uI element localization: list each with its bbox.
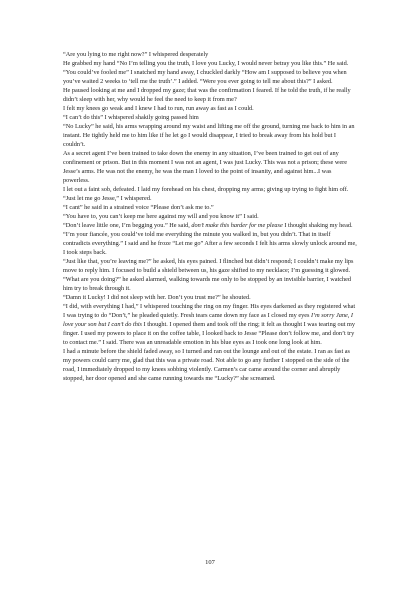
paragraph-text: “You could’ve fooled me” I snatched my hand away, I chuckled darkly “How am I supposed to believe you when you’ve waited 2 weeks to ‘tell me the truth’.” I added. “Were you ever going to tell me about this?” I asked.: [63, 69, 347, 85]
paragraph: [63, 293, 357, 302]
paragraph-text: As a secret agent I’ve been trained to take down the enemy in any situation, I’ve been trained to get out of any confinement or prison. But in this moment I was not an agent, I was just Lucky. This was not a prison; these were Jesse’s arms. He was not the enemy, he was the man I loved to the point of insanity, and against him...I was powerless.: [63, 150, 347, 184]
paragraph-text: “I can’t do this” I whispered shakily going passed him: [63, 114, 199, 121]
paragraph-text: “Damn it Lucky! I did not sleep with her. Don’t you trust me?” he shouted.: [63, 294, 251, 301]
paragraph-text: “No Lucky” he said, his arms wrapping around my waist and lifting me off the ground, turning me back to him in an instant. He tightly held me to him like if he let go I would disappear, I tried to break away from his hold but I couldn’t.: [63, 123, 355, 148]
paragraph: [63, 68, 357, 86]
paragraph-text: “What are you doing?” he asked alarmed, walking towards me only to be stopped by an invisible barrier, I watched him try to break through it.: [63, 276, 352, 292]
paragraph-text: “I’m your fiancée, you could’ve told me everything the minute you walked in, but you didn’t. That in itself contradicts everything.” I said and he froze “Let me go” After a few seconds I felt his arms slowly unlock around me, I took steps back.: [63, 231, 357, 256]
paragraph-text: “Just like that, you’re leaving me?” he asked, his eyes pained. I flinched but didn’t respond; I couldn’t make my lips move to reply him. I focused to build a shield between us, his gaze shifted to my necklace; I’m guessing it glowed.: [63, 258, 354, 274]
paragraph: [63, 185, 357, 203]
paragraph-text: I had a minute before the shield faded away, so I turned and ran out the lounge and out of the estate. I ran as fast as my powers could carry me, glad that this was a private road. Not able to go any further I stopped on the side of the road, I immediately dropped to my knees sobbing violently. Carmen’s car came around the corner and abruptly stopped, her door opened and she came running towards me “Lucky?” she screamed.: [63, 348, 350, 382]
paragraph: [63, 149, 357, 185]
page-number: 107: [205, 559, 215, 566]
paragraph: [63, 113, 357, 122]
italic-thought: I’m sorry Jane, I love your son but I can’t do this: [63, 312, 354, 328]
paragraph: [63, 347, 357, 383]
paragraph: [63, 203, 357, 212]
paragraph: [63, 86, 357, 104]
paragraph-text: “Are you lying to me right now?” I whispered desperately: [63, 51, 209, 58]
page-text: [63, 50, 357, 383]
paragraph-text: I thought shaking my head.: [282, 222, 353, 229]
paragraph-text: I thought. I opened them and took off the ring; it felt as thought I was tearing out my finger. I used my powers to place it on the coffee table, I looked back to Jesse “Please don’t follow me, and don’t try to contact me.” I said. There was an unreadable emotion in his blue eyes as I took one long look at him.: [63, 321, 356, 346]
paragraph: [63, 230, 357, 257]
paragraph-text: He paused looking at me and I dropped my gaze; that was the confirmation I feared. If he told the truth, if he really didn’t sleep with her, why would he feel the need to keep it from me?: [63, 87, 351, 103]
paragraph: [63, 59, 357, 68]
paragraph-text: I felt my knees go weak and I knew I had to run, run away as fast as I could.: [63, 105, 254, 112]
paragraph: [63, 212, 357, 221]
paragraph: [63, 257, 357, 275]
italic-thought: don’t make this harder for me please: [191, 222, 283, 229]
paragraph: [63, 275, 357, 293]
paragraph: [63, 302, 357, 347]
paragraph-text: I let out a faint sob, defeated. I laid my forehead on his chest, dropping my arms; giving up trying to fight him off. “Just let me go Jesse,” I whispered.: [63, 186, 349, 202]
paragraph: [63, 221, 357, 230]
paragraph-text: “I cant” he said in a strained voice “Please don’t ask me to.”: [63, 204, 214, 211]
paragraph-text: He grabbed my hand “No I’m telling you the truth, I love you Lucky, I would never betray you like this.” He said.: [63, 60, 349, 67]
paragraph: [63, 104, 357, 113]
paragraph-text: “I did, with everything I had,” I whispered touching the ring on my finger. His eyes darkened as they registered what I was trying to do “Don’t,” he pleaded quietly. Fresh tears came down my face as I closed my eyes: [63, 303, 356, 319]
paragraph: [63, 50, 357, 59]
paragraph-text: “You have to, you can’t keep me here against my will and you know it” I said.: [63, 213, 259, 220]
paragraph: [63, 122, 357, 149]
paragraph-text: “Don’t leave little one, I’m begging you.” He said,: [63, 222, 192, 229]
